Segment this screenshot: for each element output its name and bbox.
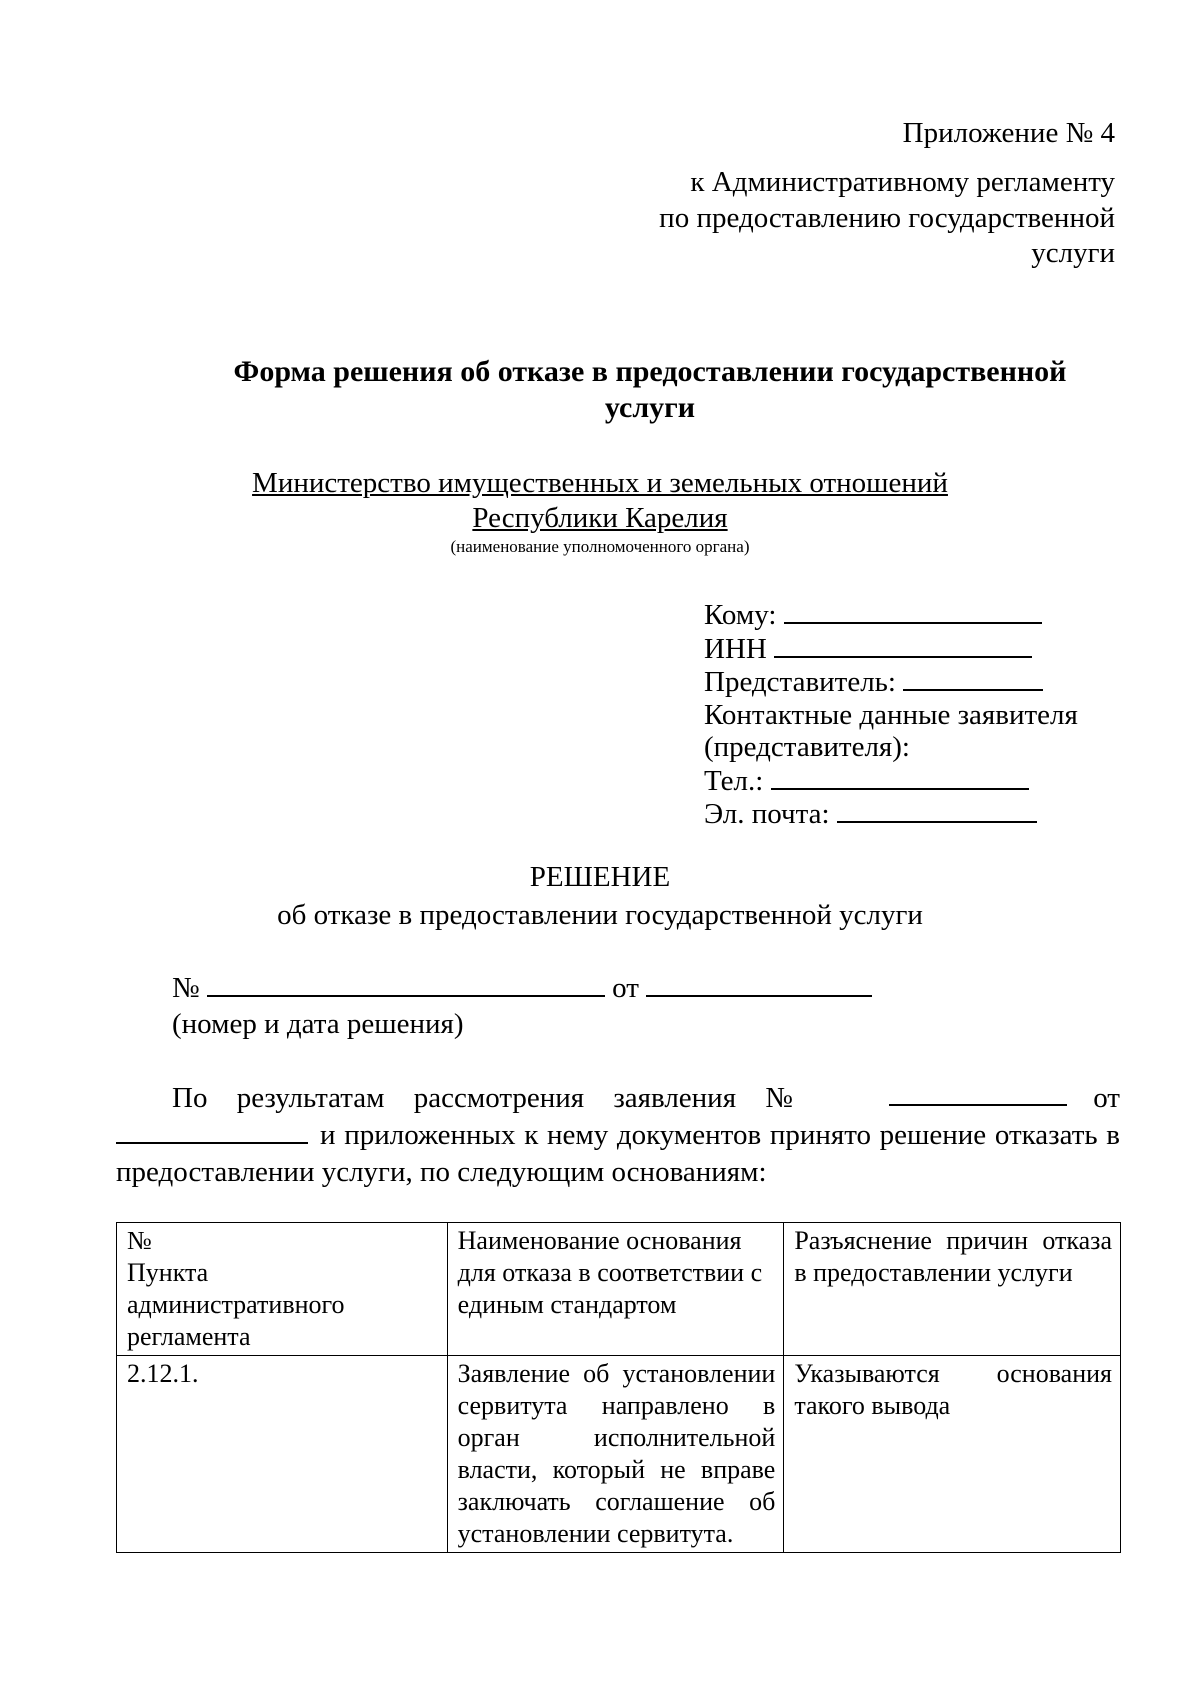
decision-number-row	[172, 970, 1072, 1006]
table-cell: 2.12.1.	[117, 1356, 448, 1553]
appendix-title: Приложение № 4	[902, 117, 1115, 149]
header-text: №	[127, 1226, 152, 1255]
recipient-to-row	[704, 598, 1124, 632]
appendix-line: по предоставлению государственной	[659, 201, 1115, 234]
header-text: административного	[127, 1290, 345, 1319]
decision-title: РЕШЕНИЕ	[529, 861, 671, 893]
email-label: Эл. почта:	[704, 798, 830, 830]
number-sign: №	[172, 972, 200, 1004]
table-cell: Заявление об установлении сервитута направлено в орган исполнительной власти, который не вправе заключать соглашение об установлении сервитута.	[447, 1356, 784, 1553]
email-field[interactable]	[837, 797, 1037, 823]
recipient-block	[704, 598, 1124, 831]
form-title-line: Форма решения об отказе в предоставлении государственной	[233, 355, 1067, 388]
table-header-cell	[117, 1223, 448, 1356]
body-line-2	[116, 1117, 1120, 1191]
organization-caption: (наименование уполномоченного органа)	[450, 536, 750, 556]
body-part2: от	[1093, 1082, 1120, 1114]
header-text: Разъяснение причин отказа в предоставлении услуги	[794, 1226, 1112, 1287]
header-text: Наименование основания для отказа в соответствии с единым стандартом	[457, 1226, 763, 1319]
body-line-1	[116, 1080, 1120, 1117]
representative-field[interactable]	[903, 665, 1043, 691]
header-text: регламента	[127, 1322, 251, 1351]
phone-label: Тел.:	[704, 764, 764, 797]
recipient-inn-label: ИНН	[704, 632, 767, 665]
contacts-label-continued: (представителя):	[704, 731, 910, 763]
phone-field[interactable]	[771, 764, 1029, 790]
recipient-inn-row	[704, 632, 1124, 666]
appendix-line: услуги	[1031, 237, 1115, 270]
recipient-inn-field[interactable]	[774, 632, 1032, 658]
organization-name: Министерство имущественных и земельных отношений	[252, 467, 948, 499]
body-part3: и приложенных к нему документов принято решение отказать в предоставлении услуги, по следующим основаниям:	[116, 1119, 1120, 1188]
form-title-line: услуги	[604, 391, 696, 424]
from-label: от	[612, 972, 639, 1004]
table-header-cell	[447, 1223, 784, 1356]
header-text: Пункта	[127, 1258, 209, 1287]
table-cell: Указываются основания такого вывода	[784, 1356, 1121, 1553]
decision-number-field[interactable]	[207, 971, 605, 997]
decision-number-block	[172, 970, 1072, 1042]
phone-row	[704, 764, 1124, 798]
recipient-to-field[interactable]	[784, 598, 1042, 624]
application-date-field[interactable]	[116, 1118, 308, 1144]
application-number-field[interactable]	[889, 1080, 1067, 1106]
body-part1-wrap	[172, 1080, 862, 1117]
recipient-to-label: Кому:	[704, 599, 777, 631]
decision-date-field[interactable]	[646, 971, 872, 997]
table-header-cell	[784, 1223, 1121, 1356]
representative-row	[704, 665, 1124, 699]
organization-name: Республики Карелия	[472, 502, 728, 535]
number-date-caption: (номер и дата решения)	[172, 1008, 464, 1040]
reasons-table	[116, 1222, 1121, 1553]
contacts-label: Контактные данные заявителя	[704, 698, 1078, 731]
body-part1: По результатам рассмотрения заявления №	[172, 1082, 793, 1114]
appendix-line: к Административному регламенту	[690, 166, 1115, 199]
organization-block	[150, 466, 1050, 557]
appendix-header	[515, 116, 1115, 272]
decision-subtitle: об отказе в предоставлении государственной услуги	[277, 899, 923, 931]
table-header-row	[117, 1223, 1121, 1356]
body-paragraph	[116, 1080, 1120, 1191]
form-title	[180, 354, 1120, 426]
table-row	[117, 1356, 1121, 1553]
decision-heading	[150, 858, 1050, 934]
email-row	[704, 797, 1124, 831]
representative-label: Представитель:	[704, 666, 896, 698]
